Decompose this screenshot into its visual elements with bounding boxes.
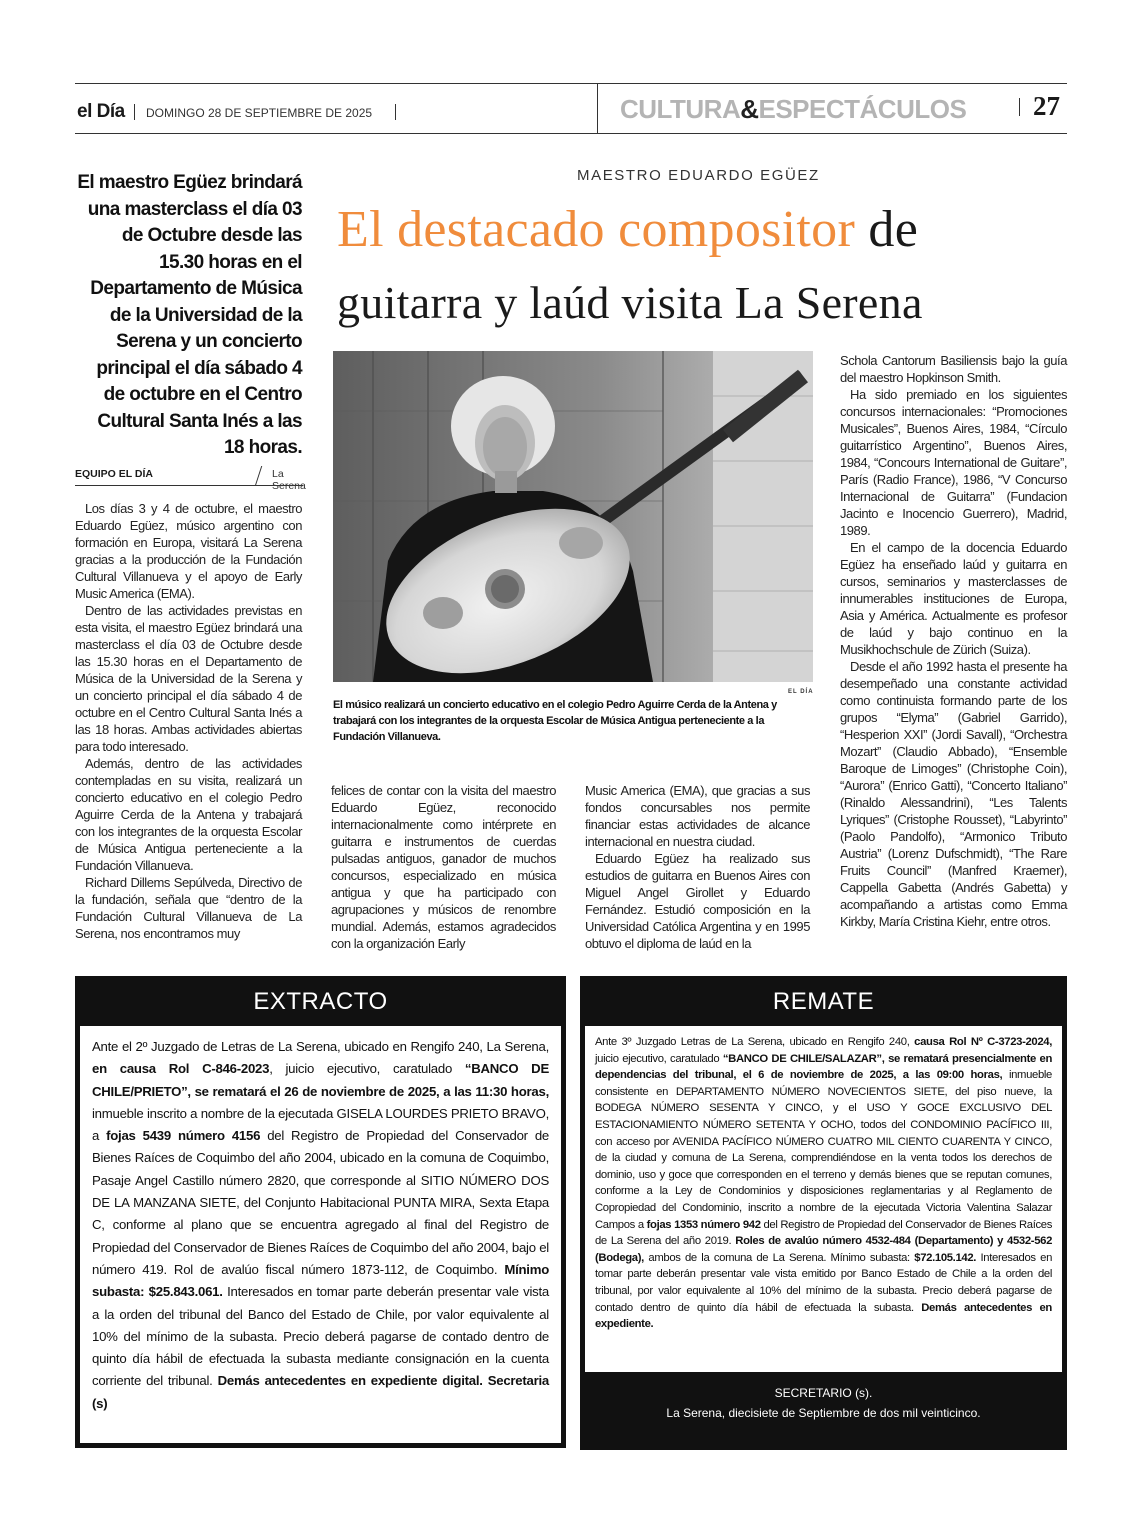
notice-text-segment: Roles de avalúo número 4532-484 (Departamento) y 4532-562 (Bodega),: [595, 1235, 1052, 1264]
paragraph: Eduardo Egüez ha realizado sus estudios de guitarra en Buenos Aires con Miguel Angel Girollet y Eduardo Fernández. Estudió composición en la Universidad Católica Argentina y en 1995 obtuvo el diploma de laúd en la: [585, 851, 810, 951]
paragraph: felices de contar con la visita del maestro Eduardo Egüez, reconocido internacionalmente como intérprete en guitarra e instrumentos de cuerdas pulsadas antiguos, ganador de muchos concursos, especializado en música antigua y que ha participado con agrupaciones y músicos de renombre mundial. Además, estamos agradecidos con la organización Early: [331, 783, 556, 951]
pull-quote: El maestro Egüez brindará una masterclass el día 03 de Octubre desde las 15.30 horas en el Departamento de Música de la Universidad de la Serena y un concierto principal el día sábado 4 de octubre en el Centro Cultural Santa Inés a las 18 horas.: [77, 172, 302, 458]
article-column-2: [331, 782, 556, 952]
article-photo: [333, 351, 813, 682]
notice-text-segment: inmueble inscrito a nombre de la ejecutada GISELA LOURDES PRIETO BRAVO, a: [92, 1105, 549, 1144]
paragraph: En el campo de la docencia Eduardo Egüez ha enseñado laúd y guitarra en cursos, seminarios y masterclasses de innumerables instituciones de Europa, Asia y América. Actualmente es profesor de laúd y bajo continuo en la Musikhochschule de Zürich (Suiza).: [840, 540, 1067, 657]
headline-line-1: [337, 200, 918, 259]
paragraph: Dentro de las actividades previstas en esta visita, el maestro Egüez brindará una masterclass el día 03 de Octubre desde las 15.30 horas en el Departamento de Música de la Universidad de la Serena y un concierto principal el día sábado 4 de octubre en el Centro Cultural Santa Inés a las 18 horas. Ambas actividades abiertas para todo interesado.: [75, 603, 302, 754]
newspaper-logo: el Día: [77, 101, 125, 122]
header-pipe: [395, 104, 396, 120]
notice-text-segment: $72.105.142.: [914, 1251, 977, 1264]
extracto-notice: [75, 976, 566, 1448]
notice-text-segment: fojas 5439 número 4156: [106, 1128, 261, 1144]
remate-body: [585, 1026, 1062, 1372]
byline-city: La Serena: [272, 468, 306, 492]
remate-title: REMATE: [772, 988, 875, 1015]
photo-credit: EL DÍA: [788, 689, 814, 695]
notice-text-segment: causa Rol Nº C-3723-2024,: [914, 1036, 1052, 1048]
paragraph: Desde el año 1992 hasta el presente ha desempeñado una constante actividad como continuista formando parte de los grupos “Elyma” (Gabriel Garrido), “Hesperion XXI” (Jordi Savall), “Orchestra Mozart” (Claudio Abbado), “Ensemble Baroque de Limoges” (Christophe Coin), “Aurora” (Enrico Gatti), “Concerto Italiano” (Rinaldo Alessandrini), “Les Talents Lyriques” (Cristophe Rousset), “Labyrinto” (Paolo Pandolfo), “Armonico Tributo Austria” (Lorenz Dufschmidt), “The Rare Fruits Council” (Manfred Kraemer), Cappella Gabetta (Andrés Gabetta) y acompañando a artistas como Emma Kirkby, María Cristina Kiehr, entre otros.: [840, 659, 1067, 929]
page-number: 27: [1033, 91, 1060, 121]
remate-date-line: La Serena, diecisiete de Septiembre de dos mil veinticinco.: [666, 1406, 981, 1420]
remate-signature: SECRETARIO (s).: [774, 1386, 873, 1400]
article-kicker: MAESTRO EDUARDO EGÜEZ: [577, 167, 820, 184]
notice-text-segment: en causa Rol C-846-2023: [92, 1061, 270, 1077]
notice-text-segment: “BANCO DE CHILE/SALAZAR”: [722, 1052, 882, 1065]
extracto-body: [80, 1026, 561, 1443]
headline-line-2: guitarra y laúd visita La Serena: [337, 277, 923, 328]
notice-text-segment: del Registro de Propiedad del Conservador de Bienes Raíces de Coquimbo del año 2004, ubicado en la comuna de Coquimbo, Pasaje Angel Castillo número 2820, que corresponde al SITIO NÚMERO DOS DE LA MANZANA SIETE, del Conjunto Habitacional PUNTA MIRA, Sexta Etapa C, conforme al plano que se encuentra agregado al final del Registro de Propiedad del Conservador de Bienes Raíces de Coquimbo del año 2004, bajo el número 419. Rol de avalúo fiscal número 1873-112, de Coquimbo.: [92, 1128, 549, 1277]
extracto-title: EXTRACTO: [253, 988, 388, 1015]
paragraph: Music America (EMA), que gracias a sus fondos concursables nos permite financiar estas actividades de alcance internacional en nuestra ciudad.: [585, 783, 810, 849]
issue-date: DOMINGO 28 DE SEPTIEMBRE DE 2025: [146, 106, 373, 120]
notice-text-segment: juicio ejecutivo, caratulado: [595, 1052, 723, 1065]
musician-with-lute-image: [333, 351, 813, 682]
byline-slash: [255, 466, 262, 486]
section-ampersand: &: [740, 94, 759, 124]
section-part-2: ESPECTÁCULOS: [758, 94, 967, 124]
paragraph: Ha sido premiado en los siguientes concursos internacionales: “Promociones Musicales”, Buenos Aires, 1984, “Círculo guitarrístico Argentino”, Buenos Aires, 1984, “Concours International de Guitare”, París (Radio France), 1986, “V Concurso Internacional de Guitarra” (Fundacion Jacinto e Inocencio Guerrero), Madrid, 1989.: [840, 387, 1067, 538]
notice-text-segment: Demás antecedentes en expediente digital. Secretaria (s): [92, 1373, 549, 1411]
article-column-1: [75, 500, 302, 942]
notice-text-segment: Ante 3º Juzgado Letras de La Serena, ubicado en Rengifo 240,: [595, 1036, 915, 1048]
byline: [75, 466, 306, 492]
article-column-3: [585, 782, 810, 952]
headline-rest: de: [855, 201, 919, 258]
notice-text-segment: Demás antecedentes en expediente.: [595, 1301, 1052, 1331]
notice-text-segment: inmueble consistente en DEPARTAMENTO NÚMERO NOVECIENTOS SIETE, del piso nueve, la BODEGA NÚMERO SESENTA Y CINCO, y el USO Y GOCE EXCLUSIVO DEL ESTACIONAMIENTO NÚMERO SETENTA Y OCHO, todos del CONDOMINIO PACÍFICO III, con acceso por AVENIDA PACÍFICO NÚMERO CUATRO MIL CIENTO CUARENTA Y CINCO, de la ciudad y comuna de La Serena, comprendiéndose en la venta todos los derechos de dominio, uso y goce que corresponden en el terreno y demás bienes que se reputan comunes, conforme a la Ley de Condominios y disposiciones reglamentarias y al Reglamento de Copropiedad del Condominio, inscrito a nombre de la ejecutada Victoria Valentina Salazar Campos a: [595, 1069, 1052, 1231]
section-part-1: CULTURA: [620, 94, 741, 124]
section-title: [620, 94, 966, 125]
notice-text-segment: Ante el 2º Juzgado de Letras de La Serena, ubicado en Rengifo 240, La Serena,: [92, 1039, 549, 1054]
photo-caption: El músico realizará un concierto educativo en el colegio Pedro Aguirre Cerda de la Antena y trabajará con los integrantes de la orquesta Escolar de Música Antigua perteneciente a la Fundación Villanueva.: [333, 699, 777, 743]
header-bottom-rule: [75, 133, 1067, 134]
notice-text-segment: , se rematará presencialmente en dependencias del tribunal, el 6 de noviembre de 2025, a las 09:00 horas,: [595, 1052, 1052, 1082]
notice-text-segment: ambos de la comuna de La Serena. Mínimo subasta:: [643, 1251, 915, 1264]
notice-text-segment: fojas 1353 número 942: [646, 1218, 761, 1231]
notice-text-segment: Interesados en tomar parte deberán presentar vale vista a la orden del tribunal del Banco del Estado de Chile, por valor equivalente al 10% del mínimo de la subasta. Precio deberá pagarse de contado dentro de quinto día hábil de efectuada la subasta mediante consignación en la cuenta corriente del tribunal.: [92, 1284, 550, 1389]
notice-text-segment: Interesados en tomar parte deberán presentar vale vista emitido por Banco Estado de Chile a la orden del tribunal, por valor equivalente al 10% del mínimo de la subasta. Precio deberá pagarse de contado dentro de quinto día hábil de efectuada la subasta.: [595, 1251, 1052, 1314]
byline-team: EQUIPO EL DÍA: [75, 468, 153, 480]
paragraph: Los días 3 y 4 de octubre, el maestro Eduardo Egüez, músico argentino con formación en Europa, visitará La Serena gracias a la producción de la Fundación Cultural Villanueva y el apoyo de Early Music America (EMA).: [75, 501, 302, 601]
remate-footer: [581, 1383, 1066, 1423]
header-pipe: [1019, 98, 1020, 116]
notice-text-segment: del Registro de Propiedad del Conservador de Bienes Raíces de La Serena del año 2019.: [595, 1218, 1053, 1248]
notice-text-segment: , juicio ejecutivo, caratulado: [269, 1061, 465, 1077]
headline-highlight: El destacado compositor: [337, 201, 856, 258]
paragraph: Richard Dillems Sepúlveda, Directivo de la fundación, señala que “dentro de la Fundación Cultural Villanueva de La Serena, nos encontramos muy: [75, 875, 302, 941]
header-divider: [597, 84, 598, 133]
header-pipe: [134, 104, 135, 120]
header-top-rule: [75, 83, 1067, 84]
notice-text-segment: “BANCO DE CHILE/PRIETO”, se rematará el 26 de noviembre de 2025, a las 11:30 horas,: [92, 1061, 549, 1099]
notice-text-segment: Mínimo subasta: $25.843.061.: [92, 1261, 549, 1300]
article-column-4: [840, 352, 1067, 930]
paragraph: Además, dentro de las actividades contempladas en su visita, realizará un concierto educativo en el colegio Pedro Aguirre Cerda de la Antena y trabajará con los integrantes de la orquesta Escolar de Música Antigua perteneciente a la Fundación Villanueva.: [75, 756, 302, 873]
paragraph: Schola Cantorum Basiliensis bajo la guía del maestro Hopkinson Smith.: [840, 353, 1067, 385]
remate-notice: [580, 976, 1067, 1450]
